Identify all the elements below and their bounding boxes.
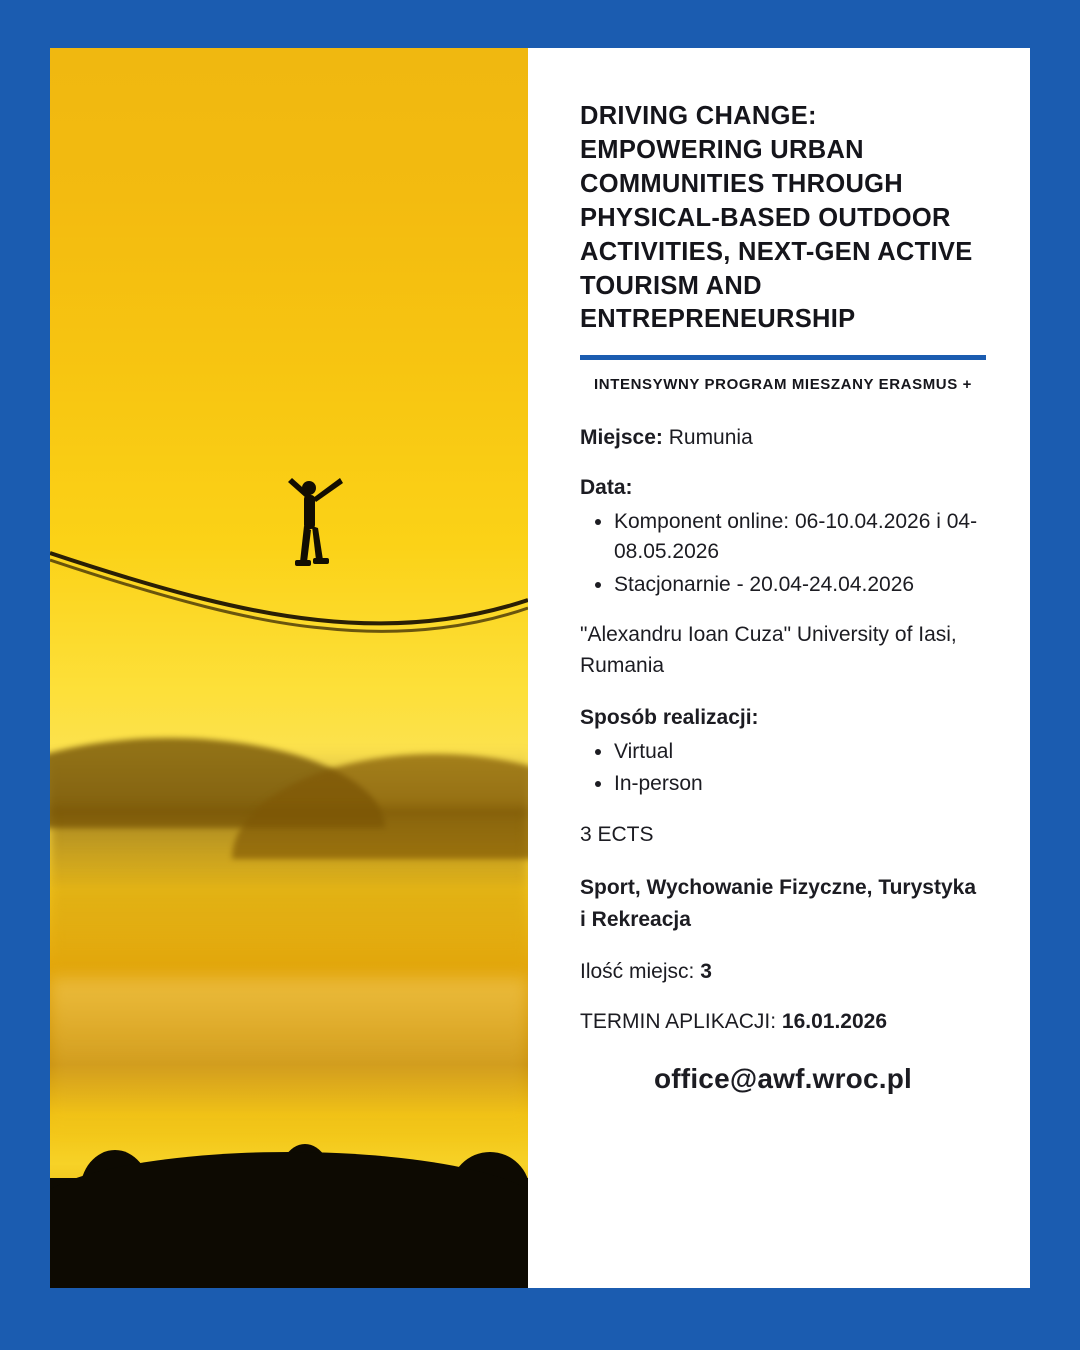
list-item: • Virtual (614, 737, 986, 767)
slots-label: Ilość miejsc: (580, 960, 695, 984)
mode-list (580, 737, 986, 800)
poster-content (528, 48, 1030, 1288)
mode-label: Sposób realizacji: (580, 706, 759, 730)
slackline-icon (50, 48, 528, 1288)
date-list (580, 507, 986, 600)
place-value: Rumunia (668, 426, 753, 450)
deadline-label: TERMIN APLIKACJI: (580, 1010, 777, 1034)
contact-email[interactable]: office@awf.wroc.pl (653, 1062, 913, 1094)
date-label: Data: (580, 476, 633, 500)
accent-divider (580, 355, 986, 360)
place-row (580, 423, 986, 453)
list-item: • In-person (614, 769, 986, 799)
date-row (580, 473, 986, 503)
place-label: Miejsce: (580, 426, 663, 450)
mode-row (580, 703, 986, 733)
university-text: "Alexandru Ioan Cuza" University of Iasi, Rumania (580, 623, 957, 677)
page-title: DRIVING CHANGE: EMPOWERING URBAN COMMUNITIES THROUGH PHYSICAL-BASED OUTDOOR ACTIVITIES, NEXT-GEN ACTIVE TOURISM AND ENTREPRENEURSHIP (580, 102, 973, 334)
program-subtitle: INTENSYWNY PROGRAM MIESZANY ERASMUS + (594, 376, 972, 394)
hero-photo (50, 48, 528, 1288)
list-item: • Stacjonarnie - 20.04-24.04.2026 (614, 570, 986, 600)
ects-text: 3 ECTS (580, 822, 654, 846)
fields-text: Sport, Wychowanie Fizyczne, Turystyka i Rekreacja (580, 876, 976, 931)
slots-row (580, 957, 986, 987)
slackliner-figure-icon (282, 476, 354, 584)
foreground-treeline (50, 1178, 528, 1288)
slots-value: 3 (700, 960, 712, 984)
poster-card (50, 48, 1030, 1288)
list-item: • Komponent online: 06-10.04.2026 i 04-08.05.2026 (614, 507, 986, 568)
deadline-value: 16.01.2026 (781, 1010, 887, 1034)
deadline-row (580, 1007, 986, 1037)
